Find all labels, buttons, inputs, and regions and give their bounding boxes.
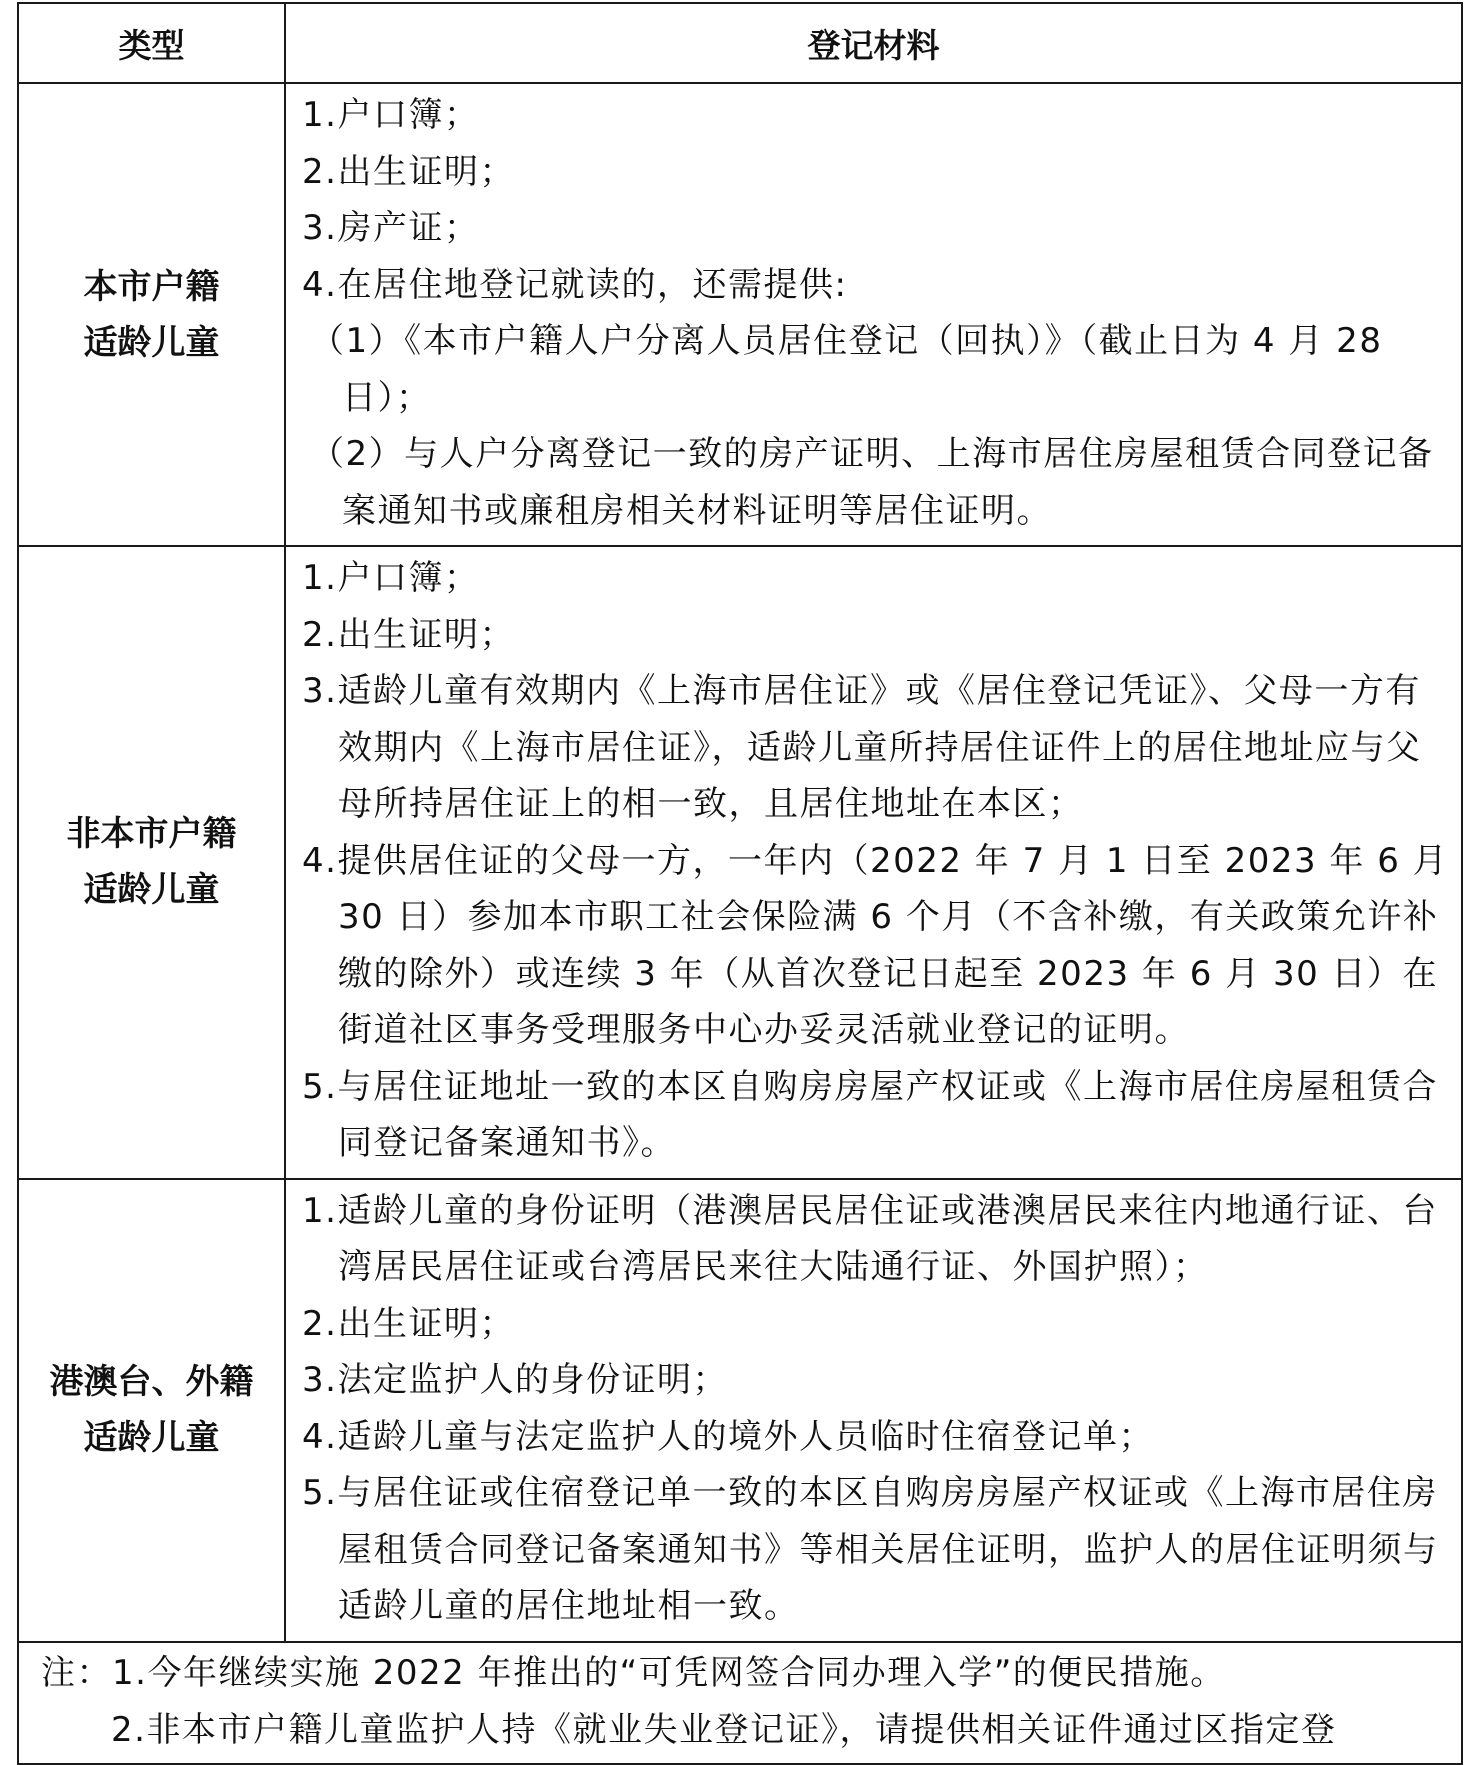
list-item: 4.提供居住证的父母一方，一年内（2022 年 7 月 1 日至 2023 年 6 月 30 日）参加本市职工社会保险满 6 个月（不含补缴，有关政策允许补缴的除外）或连续 3 年（从首次登记日起至 2023 年 6 月 30 日）在街道社区事务受理服务中心办妥灵活就业登记的证明。	[302, 840, 1449, 1050]
list-item: 5.与居住证或住宿登记单一致的本区自购房房屋产权证或《上海市居住房屋租赁合同登记备案通知书》等相关居住证明，监护人的居住证明须与适龄儿童的居住地址相一致。	[302, 1473, 1439, 1626]
materials-cell-foreign	[285, 1179, 1462, 1642]
type-label: 适龄儿童	[83, 1418, 220, 1458]
type-label: 适龄儿童	[83, 870, 220, 911]
list-item: 4.适龄儿童与法定监护人的境外人员临时住宿登记单；	[302, 1416, 1154, 1457]
list-item: 3.法定监护人的身份证明；	[302, 1360, 728, 1400]
list-sub-item: （1）《本市户籍人户分离人员居住登记（回执）》（截止日为 4 月 28 日）；	[310, 321, 1383, 418]
list-item: 3.房产证；	[302, 208, 480, 248]
table-header-row	[18, 3, 1462, 83]
list-item: 1.户口簿；	[302, 95, 480, 135]
list-item: 1.适龄儿童的身份证明（港澳居民居住证或港澳居民来往内地通行证、台湾居民居住证或台湾居民来往大陆通行证、外国护照）；	[302, 1190, 1438, 1287]
list-item: 3.适龄儿童有效期内《上海市居住证》或《居住登记凭证》、父母一方有效期内《上海市居住证》，适龄儿童所持居住证件上的居住地址应与父母所持居住证上的相一致，且居住地址在本区；	[302, 671, 1422, 824]
list-item: 2.出生证明；	[302, 151, 515, 192]
type-cell-nonlocal	[18, 546, 285, 1179]
list-item: 1.户口簿；	[302, 558, 480, 598]
materials-cell-local	[285, 83, 1462, 546]
list-item: 2.出生证明；	[302, 1303, 515, 1344]
notes-cell	[18, 1642, 1462, 1764]
type-label: 港澳台、外籍	[49, 1362, 254, 1402]
note-line: 2.非本市户籍儿童监护人持《就业失业登记证》，请提供相关证件通过区指定登	[111, 1709, 1337, 1750]
type-cell-local	[18, 83, 285, 546]
header-materials: 登记材料	[285, 3, 1462, 83]
table-row	[18, 546, 1462, 1179]
notes-row	[18, 1642, 1462, 1764]
table-row	[18, 83, 1462, 546]
header-type: 类型	[18, 3, 285, 83]
type-label: 本市户籍	[83, 266, 220, 307]
list-item: 2.出生证明；	[302, 614, 515, 655]
type-label: 适龄儿童	[83, 322, 220, 363]
type-label: 非本市户籍	[66, 814, 237, 855]
note-line: 注：1.今年继续实施 2022 年推出的“可凭网签合同办理入学”的便民措施。	[41, 1652, 1226, 1693]
table-row	[18, 1179, 1462, 1642]
list-item: 4.在居住地登记就读的，还需提供:	[302, 264, 848, 305]
materials-cell-nonlocal	[285, 546, 1462, 1179]
registration-materials-table	[17, 2, 1463, 1765]
list-item: 5.与居住证地址一致的本区自购房房屋产权证或《上海市居住房屋租赁合同登记备案通知书》。	[302, 1066, 1438, 1163]
type-cell-foreign	[18, 1179, 285, 1642]
list-sub-item: （2）与人户分离登记一致的房产证明、上海市居住房屋租赁合同登记备案通知书或廉租房相关材料证明等居住证明。	[310, 434, 1434, 531]
